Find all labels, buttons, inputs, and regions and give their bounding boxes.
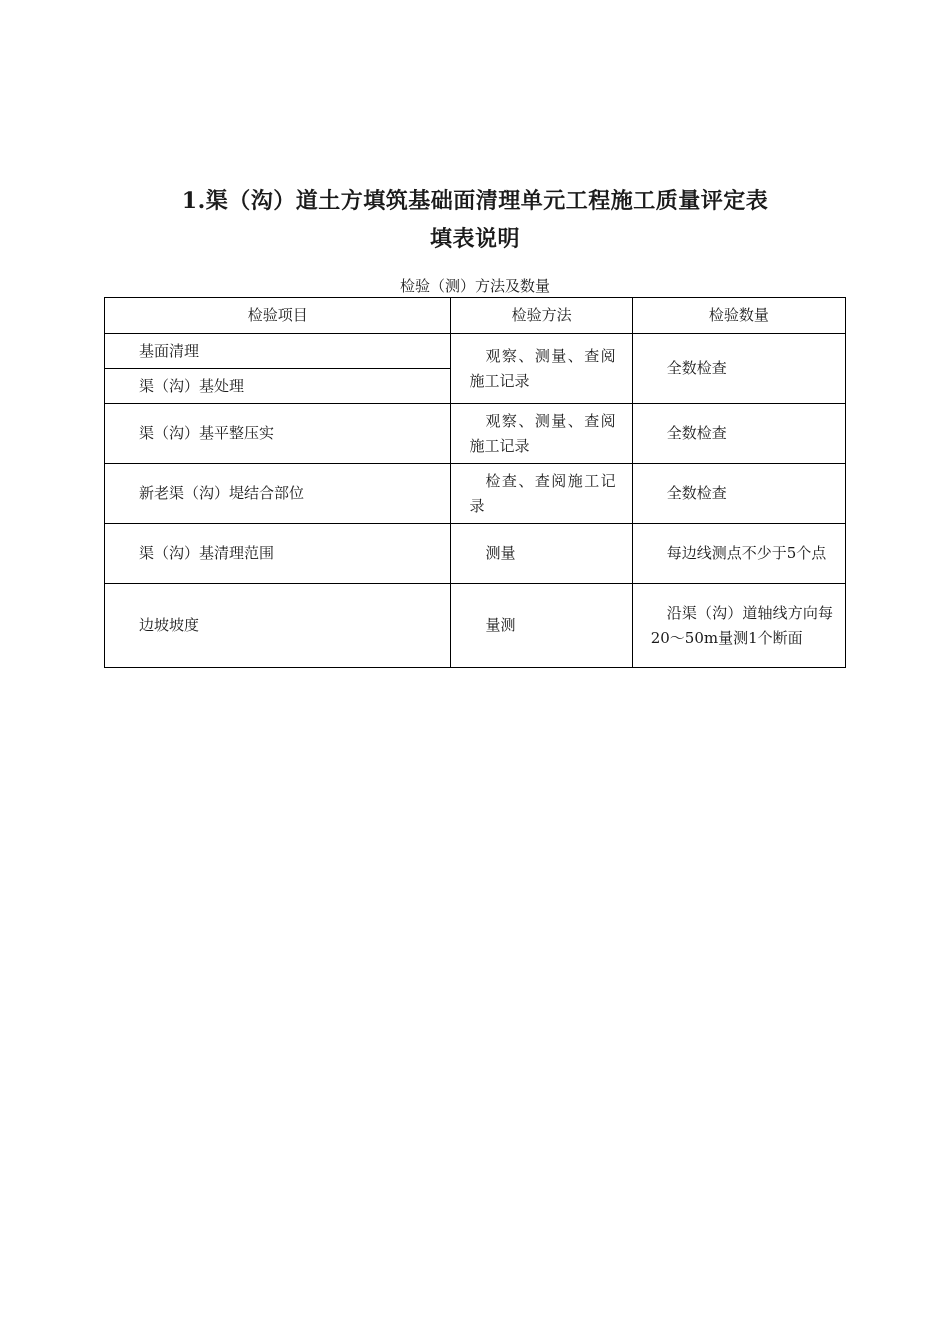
header-method: 检验方法 bbox=[451, 298, 632, 334]
row-method: 观察、测量、查阅施工记录 bbox=[451, 404, 632, 464]
row-quantity: 全数检查 bbox=[632, 464, 845, 524]
row-quantity: 沿渠（沟）道轴线方向每20～50m量测1个断面 bbox=[632, 584, 845, 668]
table-header-row bbox=[105, 298, 846, 334]
row-item: 渠（沟）基处理 bbox=[105, 369, 451, 404]
table-row bbox=[105, 334, 846, 369]
page-title: 1.渠（沟）道土方填筑基础面清理单元工程施工质量评定表 bbox=[181, 188, 769, 214]
table-row bbox=[105, 584, 846, 668]
row-quantity: 全数检查 bbox=[632, 334, 845, 404]
row-quantity: 全数检查 bbox=[632, 404, 845, 464]
table-row bbox=[105, 464, 846, 524]
row-method: 观察、测量、查阅施工记录 bbox=[451, 334, 632, 404]
row-quantity: 每边线测点不少于5个点 bbox=[632, 524, 845, 584]
page-subtitle: 填表说明 bbox=[429, 226, 520, 252]
table-row bbox=[105, 524, 846, 584]
row-item: 渠（沟）基清理范围 bbox=[105, 524, 451, 584]
row-item: 基面清理 bbox=[105, 334, 451, 369]
table-caption: 检验（测）方法及数量 bbox=[399, 277, 550, 295]
row-method: 测量 bbox=[451, 524, 632, 584]
row-item: 渠（沟）基平整压实 bbox=[105, 404, 451, 464]
row-method: 量测 bbox=[451, 584, 632, 668]
row-item: 边坡坡度 bbox=[105, 584, 451, 668]
row-item: 新老渠（沟）堤结合部位 bbox=[105, 464, 451, 524]
header-item: 检验项目 bbox=[105, 298, 451, 334]
inspection-table bbox=[104, 297, 846, 668]
table-row bbox=[105, 404, 846, 464]
row-method: 检查、查阅施工记录 bbox=[451, 464, 632, 524]
header-quantity: 检验数量 bbox=[632, 298, 845, 334]
